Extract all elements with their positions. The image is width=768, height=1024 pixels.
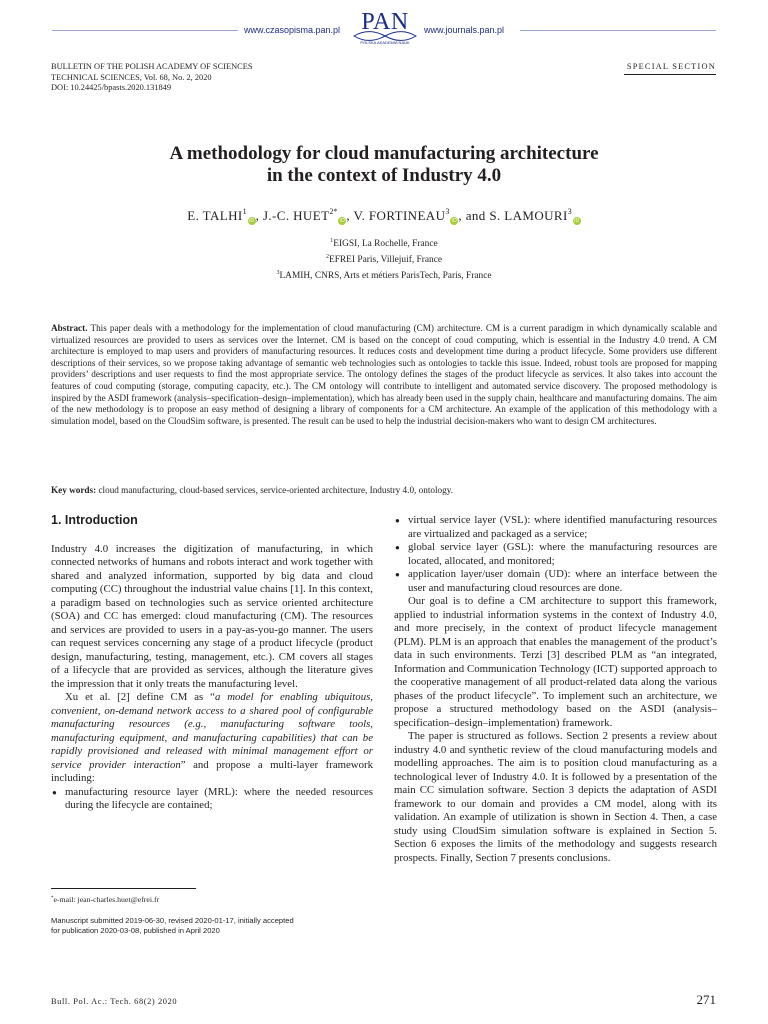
author: V. FORTINEAU (353, 208, 446, 223)
orcid-icon[interactable]: iD (339, 218, 346, 224)
section-label: SPECIAL SECTION (626, 62, 716, 71)
author: J.-C. HUET (262, 208, 330, 223)
author-affiliation-mark: 3 (567, 207, 572, 216)
pan-logo: PAN POLSKA AKADEMIA NAUK (350, 10, 420, 45)
abstract-label: Abstract. (51, 323, 88, 333)
author-affiliation-mark: 1 (242, 207, 247, 216)
paragraph: The paper is structured as follows. Section 2 presents a review about industry 4.0 and synthetic review of the cloud manufacturing models and modelling approaches. The aim is to position cloud manufacturing as a technological lever of Industry 4.0. It is followed by a presentation of the main CC simulation software. Section 3 depicts the adaptation of ASDI framework to our domain and provides a CM model, along with its validation. An example of utilization is shown in Section 4. Then, a case study using CloudSim simulation software is explained in Section 5. Section 6 exposes the limits of the methodology and suggests research prospects. Finally, Section 7 presents conclusions. (394, 730, 717, 864)
author: E. TALHI (187, 208, 243, 223)
header-rule-left (52, 30, 238, 31)
footnote-rule (51, 888, 196, 889)
list-item: ● global service layer (GSL): where the manufacturing resources are located, allocated, and monitored; (394, 541, 717, 568)
affiliation: $^2$EFREI Paris, Villejuif, France (325, 254, 443, 265)
page-number: 271 (696, 992, 716, 1007)
affiliation: $^3$LAMIH, CNRS, Arts et métiers ParisTech, Paris, France (276, 270, 492, 281)
list-item: ● virtual service layer (VSL): where identified manufacturing resources are virtualized and packaged as a service; (394, 514, 717, 541)
footnote-email: *e-mail: jean-charles.huet@efrei.fr (51, 895, 160, 904)
orcid-icon[interactable]: iD (573, 218, 580, 224)
paragraph: Xu et al. [2] define CM as “a model for enabling ubiquitous, convenient, on-demand network access to a shared pool of configurable manufacturing resources (e.g., manufacturing software tools, manufacturing equipment, and manufacturing capabilities) that can be rapidly provisioned and released with minimal management effort or service provider interaction” and propose a multi-layer framework including: (51, 691, 374, 784)
bulletin-info (51, 62, 252, 94)
journal-url-left[interactable]: www.czasopisma.pan.pl (244, 25, 341, 35)
bulletin-journal-name: BULLETIN OF THE POLISH ACADEMY OF SCIENCES (51, 62, 253, 71)
paragraph: Industry 4.0 increases the digitization of manufacturing, in which connected networks of humans and robots interact and work together with shared and analyzed information, supported by big data and cloud computing (CC) throughout the industrial value chains [1]. In this context, a paradigm based on technologies such as service oriented architecture (SOA) and CC has emerged: cloud manufacturing (CM). The resources and services are provided to users in a pay-as-you-go manner. The users can request services concerning any stage of a product lifecycle (product design, manufacturing, testing, management, etc.). CM covers all stages of a lifecycle that are provided as services, although the literature gives the impression that it only treats the manufacturing level. (51, 542, 373, 690)
section-underline (624, 74, 716, 75)
keywords-text: cloud manufacturing, cloud-based services, service-oriented architecture, Industry 4.0, ontology. (98, 485, 453, 495)
manuscript-dates: Manuscript submitted 2019-06-30, revised 2020-01-17, initially accepted for publication 2020-03-08, published in April 2020 (51, 916, 294, 935)
header-rule-right (520, 30, 716, 31)
keywords-label: Key words: (51, 485, 97, 495)
affiliation: $^1$EIGSI, La Rochelle, France (330, 238, 438, 249)
author-affiliation-mark: 3 (445, 207, 450, 216)
author-list: E. TALHI$^1$iD, J.-C. $HUET^{2*}iD$, V. FORTINEAU$^3$iD, and S. LAMOURI$^3$iD (187, 207, 580, 224)
journal-url-right[interactable]: www.journals.pan.pl (424, 25, 505, 35)
paragraph: Our goal is to define a CM architecture to support this framework, applied to industrial information systems in the context of Industry 4.0, and more precisely, in the context of product lifecycle management (PLM). PLM is an approach that enables the management of the product’s data in such environments. Terzi [3] described PLM as “an integrated, Information and Communication Technology (ICT) supported approach to the cooperative management of all product-related data along the various phases of the product lifecycle”. To implement such an architecture, we propose a structured methodology based on the ASDI (analysis–specification–design–implementation) framework. (394, 595, 717, 729)
author-affiliation-mark: 2* (329, 207, 338, 216)
left-column (51, 514, 373, 813)
orcid-icon[interactable]: iD (248, 218, 255, 224)
bulletin-volume: TECHNICAL SCIENCES, Vol. 68, No. 2, 2020 (51, 72, 212, 82)
abstract (51, 323, 717, 427)
abstract-text: This paper deals with a methodology for the implementation of cloud manufacturing (CM) architecture. CM is a current paradigm in which dynamically scalable and virtualized resources are provided to users as services over the Internet. CM is based on the concept of coud computing, which is essential in the Industry 4.0 trend. A CM architecture is employed to map users and providers of manufacturing resources. It reduces costs and development time during a product lifecycle. Some providers use different descriptions of their services, so we propose taking advantage of semantic web technologies such as ontologies to tackle this issue. Indeed, robust tools are proposed for mapping providers’ descriptions and user requests to find the most appropriate service. The ontology defines the stages of the product lifecycle as services. It also takes into account the features of coud computing (storage, computing capacity, etc.). The CM ontology will contribute to intelligent and automated service discovery. The proposed methodology is inspired by the ASDI framework (analysis–specification–design–implementation), which has already been used in the supply chain, healthcare and manufacturing domains. The aim of the new methodology is to propose an easy method of designing a library of components for a CM architecture. An example of the application of this methodology with a simulation model, based on the CloudSim software, is presented. The result can be used to help the industrial decision-makers who want to design CM architectures. (51, 323, 717, 426)
bulletin-doi[interactable]: DOI: 10.24425/bpasts.2020.131849 (51, 83, 172, 93)
list-item: ● manufacturing resource layer (MRL): where the needed resources during the lifecycle are contained; (51, 786, 373, 813)
paper-title: A methodology for cloud manufacturing architecture in the context of Industry 4.0 (169, 143, 599, 186)
orcid-icon[interactable]: iD (451, 218, 458, 224)
keywords (51, 485, 717, 497)
right-column (394, 514, 717, 865)
author: S. LAMOURI (489, 208, 568, 223)
section-heading: 1. Introduction (51, 513, 138, 527)
list-item: ● application layer/user domain (UD): where an interface between the user and manufacturing cloud resources are done. (394, 568, 717, 595)
footer-citation: Bull. Pol. Ac.: Tech. 68(2) 2020 (51, 997, 178, 1006)
